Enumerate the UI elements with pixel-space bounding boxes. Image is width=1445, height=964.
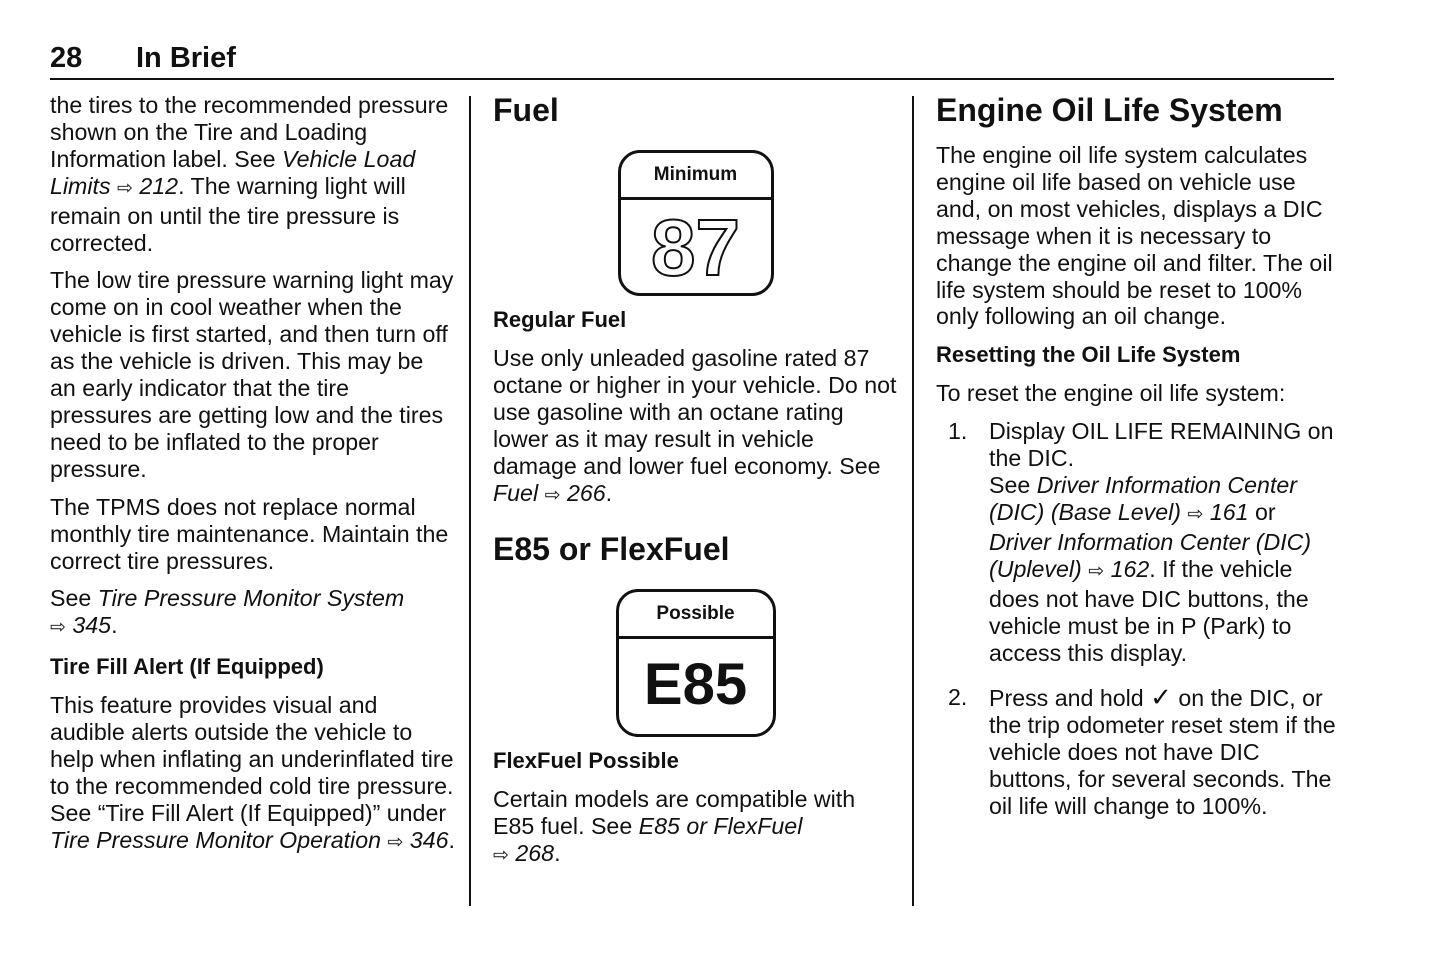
page-arrow-icon: ⇨	[1088, 560, 1105, 582]
badge-label: Possible	[619, 592, 773, 639]
page-arrow-icon: ⇨	[1187, 503, 1204, 525]
minimum-octane-label-icon	[618, 150, 774, 296]
page-arrow-icon: ⇨	[544, 484, 561, 506]
column-divider	[912, 96, 914, 906]
cross-reference-link[interactable]: Fuel ⇨ 266	[493, 479, 606, 506]
e85-possible-label-icon	[616, 589, 776, 737]
paragraph: The engine oil life system calculates engine oil life based on vehicle use and, on most vehicles, displays a DIC message when it is necessary to change the engine oil and filter. The oil life system should be reset to 100% only following an oil change.	[936, 142, 1333, 330]
page-arrow-icon: ⇨	[117, 177, 133, 199]
section-heading-e85: E85 or FlexFuel	[493, 531, 730, 568]
cross-reference-link[interactable]: Tire Pressure Monitor Operation ⇨ 346	[50, 826, 449, 853]
paragraph: The TPMS does not replace normal monthly tire maintenance. Maintain the correct tire pressures.	[50, 493, 449, 574]
cross-reference-link[interactable]: Tire Pressure Monitor System ⇨ 345	[50, 585, 405, 639]
cross-reference-link[interactable]: E85 or FlexFuel ⇨ 268	[493, 813, 803, 867]
checkmark-icon: ✓	[1150, 682, 1172, 713]
list-number: 2.	[948, 684, 968, 711]
paragraph: To reset the engine oil life system:	[936, 380, 1286, 407]
subheading: Resetting the Oil Life System	[936, 342, 1241, 368]
cross-reference-link[interactable]: Vehicle Load Limits ⇨ 212	[50, 145, 416, 199]
paragraph: the tires to the recommended pressure shown on the Tire and Loading Information label. See Vehicle Load Limits ⇨ 212. The warning light will remain on until the tire pressure is corrected.	[50, 92, 449, 256]
list-item: 1. Display OIL LIFE REMAINING on the DIC. See Driver Information Center (DIC) (Base Level) ⇨ 161 or Driver Information Center (DIC) (Uplevel) ⇨ 162. If the vehicle does not have DIC buttons, the vehicle must be in P (Park) to access this display.	[948, 418, 1334, 666]
cross-reference-link[interactable]: Driver Information Center (DIC) (Base Level) ⇨ 161	[989, 472, 1298, 525]
page-header	[50, 42, 1334, 80]
badge-label: Minimum	[621, 153, 771, 200]
subheading: FlexFuel Possible	[493, 748, 679, 774]
page-arrow-icon: ⇨	[50, 617, 66, 639]
section-title: In Brief	[136, 42, 236, 74]
column-divider	[469, 96, 471, 906]
column-right	[936, 92, 1336, 838]
cross-reference-link[interactable]: Driver Information Center (DIC) (Uplevel) ⇨ 162	[989, 528, 1312, 582]
column-left	[50, 92, 455, 868]
paragraph: The low tire pressure warning light may come on in cool weather when the vehicle is first started, and then turn off as the vehicle is driven. This may be an early indicator that the tire pressures are getting low and the tires need to be inflated to the proper pressure.	[50, 267, 454, 482]
badge-value: E85	[643, 652, 748, 718]
badge-value: 87	[651, 203, 740, 292]
list-number: 1.	[948, 418, 968, 445]
page-number: 28	[50, 42, 83, 74]
paragraph: This feature provides visual and audible alerts outside the vehicle to help when inflating an underinflated tire to the recommended cold tire pressure. See “Tire Fill Alert (If Equipped)” under Tire Pressure Monitor Operation ⇨ 346.	[50, 692, 455, 853]
column-middle	[493, 92, 898, 881]
list-item: 2. Press and hold ✓ on the DIC, or the trip odometer reset stem if the vehicle does not have DIC buttons, for several seconds. The oil life will change to 100%.	[948, 682, 1336, 820]
subheading: Tire Fill Alert (If Equipped)	[50, 654, 324, 680]
page-arrow-icon: ⇨	[493, 845, 509, 867]
section-heading-oil-life: Engine Oil Life System	[936, 92, 1283, 128]
paragraph: See Tire Pressure Monitor System ⇨ 345.	[50, 585, 405, 639]
paragraph: Certain models are compatible with E85 fuel. See E85 or FlexFuel ⇨ 268.	[493, 786, 856, 867]
subheading: Regular Fuel	[493, 307, 627, 332]
section-heading-fuel: Fuel	[493, 92, 559, 128]
page-arrow-icon: ⇨	[387, 831, 404, 853]
paragraph: Use only unleaded gasoline rated 87 octane or higher in your vehicle. Do not use gasoline with an octane rating lower as it may result in vehicle damage and lower fuel economy. See Fuel ⇨ 266.	[493, 345, 897, 506]
